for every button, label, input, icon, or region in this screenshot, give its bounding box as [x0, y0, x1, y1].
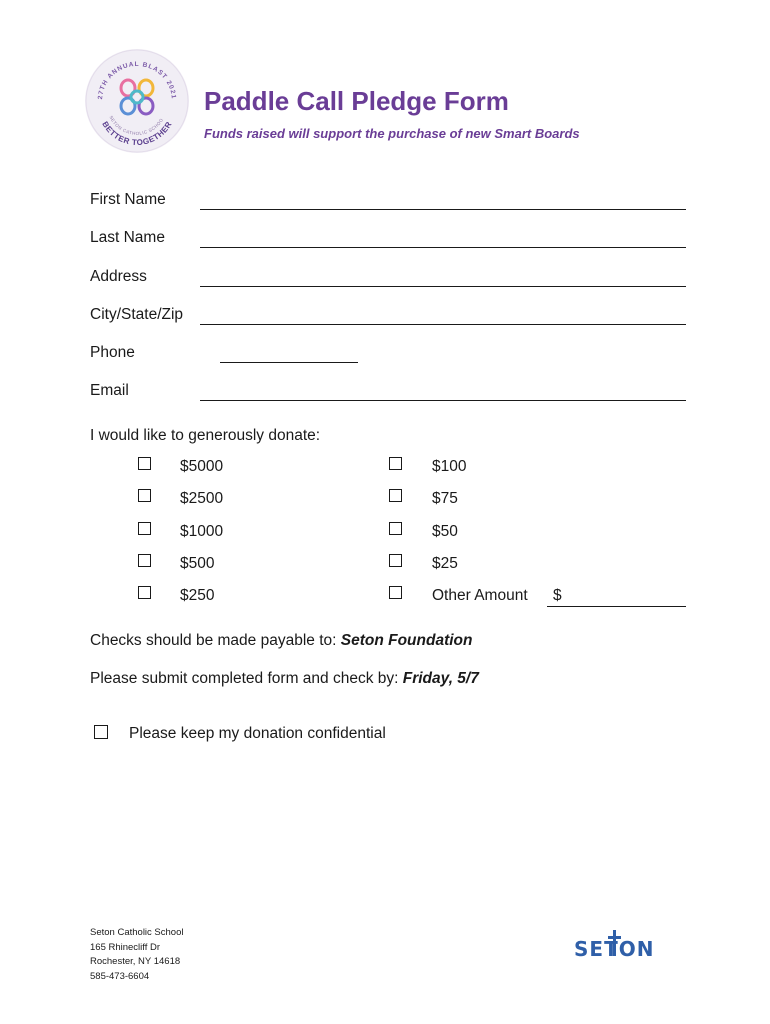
school-city: Rochester, NY 14618 — [90, 956, 181, 967]
donate-prompt: I would like to generously donate: — [90, 427, 321, 444]
page-title: Paddle Call Pledge Form — [204, 86, 509, 116]
donate-25-label: $25 — [432, 555, 458, 572]
donate-75-label: $75 — [432, 490, 458, 507]
seton-logo — [572, 928, 668, 962]
city-state-zip-field[interactable] — [200, 324, 686, 325]
email-label: Email — [90, 382, 129, 399]
donate-50-label: $50 — [432, 523, 458, 540]
phone-field[interactable] — [220, 362, 358, 363]
deadline-instruction — [90, 670, 479, 688]
city-state-zip-label: City/State/Zip — [90, 306, 184, 323]
donate-2500-checkbox[interactable] — [138, 489, 151, 502]
deadline-text: Please submit completed form and check by: — [90, 670, 399, 687]
school-name: Seton Catholic School — [90, 927, 184, 938]
school-street: 165 Rhinecliff Dr — [90, 941, 161, 953]
event-logo — [84, 48, 190, 154]
confidential-label: Please keep my donation confidential — [129, 725, 386, 742]
donate-100-label: $100 — [432, 458, 467, 475]
logo-tagline: BETTER TOGETHER — [100, 119, 174, 148]
donate-500-label: $500 — [180, 555, 215, 572]
last-name-label: Last Name — [90, 229, 165, 246]
donate-other-label: Other Amount — [432, 587, 528, 604]
address-field[interactable] — [200, 286, 686, 287]
last-name-field[interactable] — [200, 247, 686, 248]
donate-25-checkbox[interactable] — [389, 554, 402, 567]
logo-arc-text: 27TH ANNUAL BLAST 2021 — [96, 60, 178, 100]
payable-name: Seton Foundation — [340, 632, 473, 649]
donate-1000-checkbox[interactable] — [138, 522, 151, 535]
page-subtitle: Funds raised will support the purchase of new Smart Boards — [204, 126, 580, 141]
donate-1000-label: $1000 — [180, 523, 224, 540]
donate-5000-label: $5000 — [180, 458, 224, 475]
email-field[interactable] — [200, 400, 686, 401]
school-address — [90, 926, 183, 984]
donate-other-checkbox[interactable] — [389, 586, 402, 599]
payable-instruction — [90, 632, 472, 650]
donate-2500-label: $2500 — [180, 490, 224, 507]
donate-50-checkbox[interactable] — [389, 522, 402, 535]
seton-logo-text: SETON — [574, 937, 655, 961]
donate-5000-checkbox[interactable] — [138, 457, 151, 470]
payable-text: Checks should be made payable to: — [90, 632, 337, 649]
donate-100-checkbox[interactable] — [389, 457, 402, 470]
logo-sub: SETON CATHOLIC SCHOO — [108, 114, 165, 136]
donate-500-checkbox[interactable] — [138, 554, 151, 567]
event-logo-graphic — [84, 48, 190, 154]
phone-label: Phone — [90, 344, 135, 361]
donate-250-label: $250 — [180, 587, 215, 604]
other-amount-currency: $ — [553, 587, 562, 604]
donate-250-checkbox[interactable] — [138, 586, 151, 599]
first-name-field[interactable] — [200, 209, 686, 210]
address-label: Address — [90, 268, 147, 285]
donate-75-checkbox[interactable] — [389, 489, 402, 502]
first-name-label: First Name — [90, 191, 166, 208]
deadline-date: Friday, 5/7 — [402, 670, 479, 687]
other-amount-field[interactable] — [547, 606, 686, 607]
confidential-checkbox[interactable] — [94, 725, 108, 739]
school-phone: 585-473-6604 — [90, 970, 150, 982]
